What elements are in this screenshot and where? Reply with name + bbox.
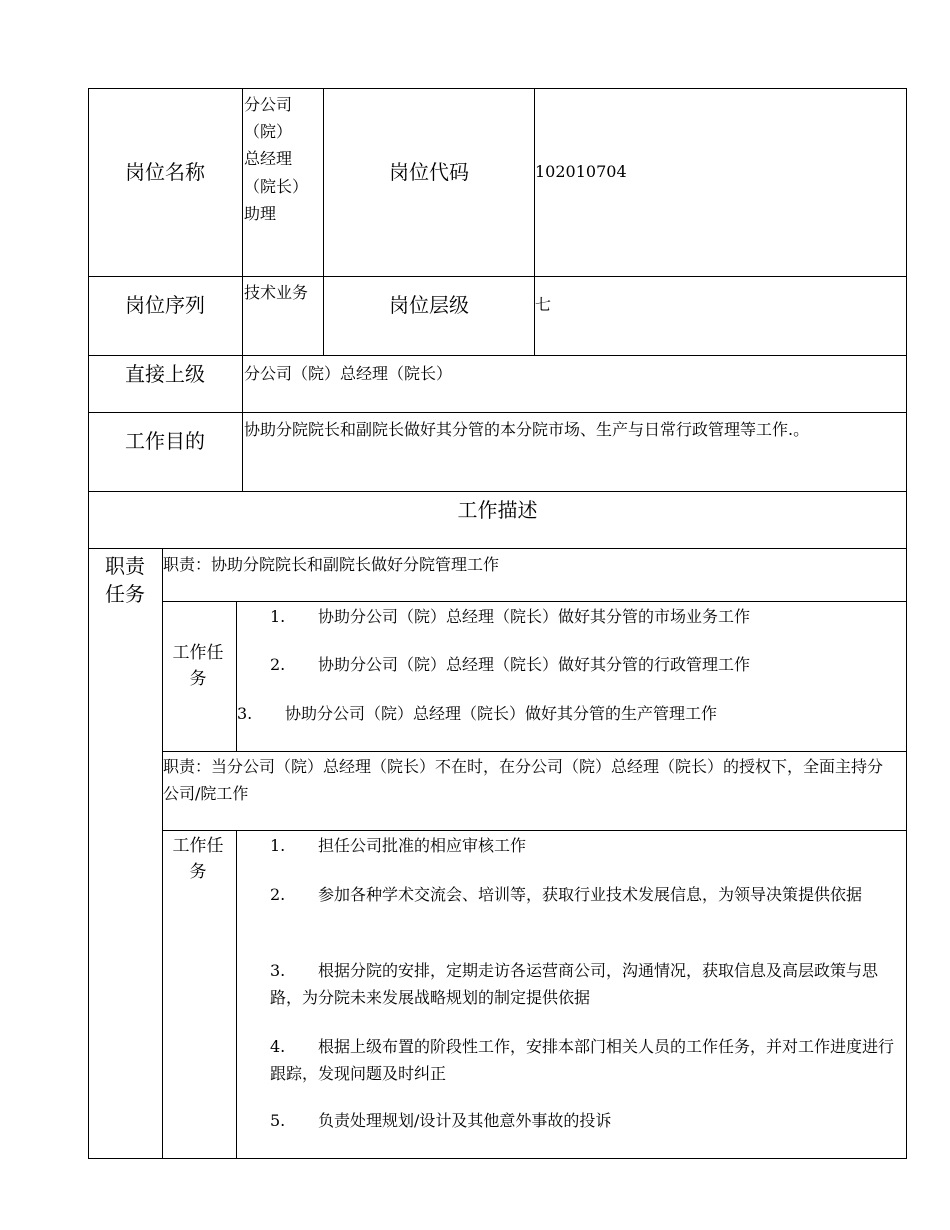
row-divider — [162, 751, 907, 752]
superior-label: 直接上级 — [125, 362, 205, 386]
description-header: 工作描述 — [457, 498, 538, 522]
post-series-label: 岗位序列 — [125, 293, 205, 317]
row-divider — [162, 601, 907, 602]
duty-1-task-label: 工作任务 — [172, 643, 224, 689]
post-level-value: 七 — [535, 295, 552, 314]
duty-2-task: 1. 担任公司批准的相应审核工作 — [270, 836, 527, 855]
col-divider — [242, 88, 243, 491]
row-divider — [162, 830, 907, 831]
duty-2-task: 5. 负责处理规划/设计及其他意外事故的投诉 — [270, 1111, 612, 1130]
duty-label: 职责任务 — [105, 554, 145, 606]
purpose-label: 工作目的 — [125, 429, 205, 453]
post-code-value: 102010704 — [535, 162, 627, 181]
duty-2-task: 4. 根据上级布置的阶段性工作，安排本部门相关人员的工作任务，并对工作进度进行跟踪，发现问题及时纠正 — [270, 1037, 895, 1083]
duty-2-task: 2. 参加各种学术交流会、培训等，获取行业技术发展信息，为领导决策提供依据 — [270, 885, 863, 904]
purpose-value: 协助分院院长和副院长做好其分管的本分院市场、生产与日常行政管理等工作.。 — [244, 420, 810, 439]
row-divider — [88, 548, 907, 549]
post-code-label: 岗位代码 — [389, 160, 469, 184]
duty-2-task-label: 工作任务 — [172, 836, 224, 882]
duty-2-task: 3. 根据分院的安排，定期走访各运营商公司，沟通情况，获取信息及高层政策与思路，为分院未来发展战略规划的制定提供依据 — [270, 961, 879, 1007]
row-divider — [88, 491, 907, 492]
col-divider — [236, 830, 237, 1159]
row-divider — [88, 355, 907, 356]
col-divider — [162, 548, 163, 1159]
post-name-value: 分公司（院）总经理（院长）助理 — [244, 95, 301, 223]
duty-2-title: 职责：当分公司（院）总经理（院长）不在时，在分公司（院）总经理（院长）的授权下，全面主持分公司/院工作 — [163, 757, 884, 803]
duty-1-task: 3. 协助分公司（院）总经理（院长）做好其分管的生产管理工作 — [237, 704, 718, 723]
row-divider — [88, 276, 907, 277]
post-level-label: 岗位层级 — [389, 293, 469, 317]
duty-1-title: 职责：协助分院院长和副院长做好分院管理工作 — [163, 555, 500, 574]
post-name-label: 岗位名称 — [125, 160, 205, 184]
duty-1-task: 2. 协助分公司（院）总经理（院长）做好其分管的行政管理工作 — [270, 655, 751, 674]
post-series-value: 技术业务 — [244, 283, 309, 302]
superior-value: 分公司（院）总经理（院长） — [244, 364, 453, 383]
col-divider — [236, 601, 237, 751]
duty-1-task: 1. 协助分公司（院）总经理（院长）做好其分管的市场业务工作 — [270, 607, 751, 626]
row-divider — [88, 412, 907, 413]
